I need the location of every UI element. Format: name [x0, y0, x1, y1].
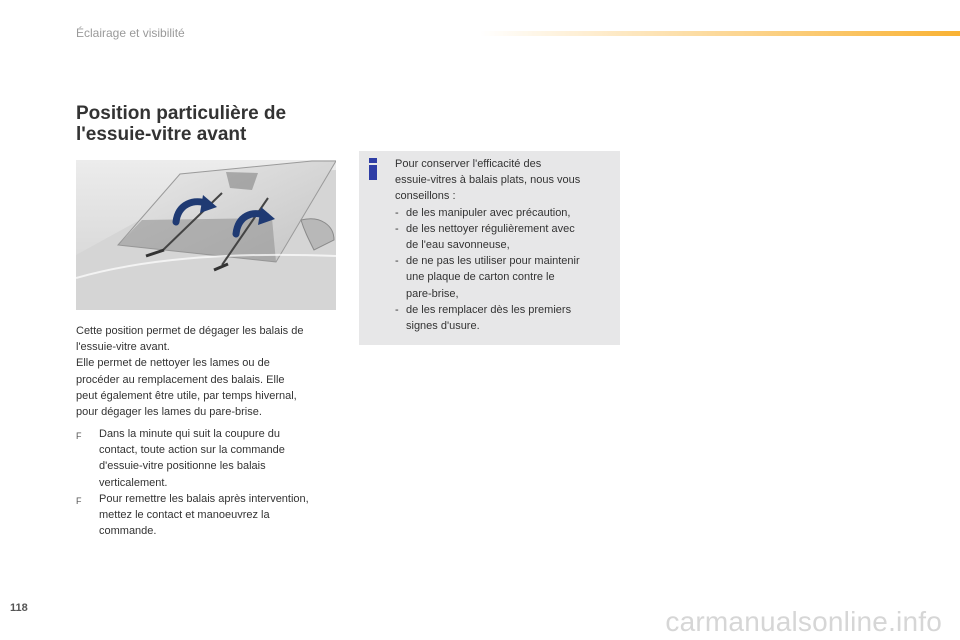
info-line: de les nettoyer régulièrement avec [406, 222, 575, 235]
step-line: mettez le contact et manoeuvrez la [99, 509, 270, 522]
intro-line: Elle permet de nettoyer les lames ou de [76, 357, 270, 370]
info-box [359, 151, 620, 345]
page-title-line-2: l'essuie-vitre avant [76, 124, 247, 145]
info-line: pare-brise, [406, 287, 459, 300]
dash-bullet: - [395, 255, 399, 268]
dash-bullet: - [395, 222, 399, 235]
info-line: de l'eau savonneuse, [406, 239, 510, 252]
step-line: verticalement. [99, 476, 168, 489]
page-title-line-1: Position particulière de [76, 103, 287, 124]
info-line: de ne pas les utiliser pour maintenir [406, 255, 580, 268]
step-line: Dans la minute qui suit la coupure du [99, 428, 280, 440]
step-line: Pour remettre les balais après intervention, [99, 492, 309, 505]
info-list-item [395, 221, 614, 253]
info-line: Pour conserver l'efficacité des [395, 158, 542, 170]
info-line: de les remplacer dès les premiers [406, 303, 572, 316]
instruction-step [76, 426, 346, 491]
step-line: d'essuie-vitre positionne les balais [99, 460, 266, 473]
intro-line: peut également être utile, par temps hivernal, [76, 389, 297, 402]
info-list-item [395, 302, 614, 334]
info-line: signes d'usure. [406, 320, 480, 333]
page-title [76, 103, 286, 145]
intro-paragraph-2 [76, 355, 346, 420]
header-accent-bar [480, 31, 960, 36]
instruction-steps [76, 426, 346, 539]
info-line: de les manipuler avec précaution, [406, 206, 571, 219]
info-line: essuie-vitres à balais plats, nous vous [395, 174, 581, 187]
dash-bullet: - [395, 206, 399, 219]
dash-bullet: - [395, 303, 399, 316]
step-line: contact, toute action sur la commande [99, 444, 285, 457]
info-list-item [395, 253, 614, 302]
info-icon [368, 158, 378, 180]
step-bullet-icon: F [76, 495, 82, 506]
intro-line: pour dégager les lames du pare-brise. [76, 406, 262, 419]
info-list [395, 205, 614, 335]
section-header: Éclairage et visibilité [76, 26, 185, 40]
intro-line: l'essuie-vitre avant. [76, 341, 170, 354]
info-intro [395, 156, 614, 205]
info-line: une plaque de carton contre le [406, 271, 555, 284]
info-list-item [395, 205, 614, 221]
windscreen-wiper-illustration [76, 160, 336, 310]
step-line: commande. [99, 525, 157, 538]
instruction-step [76, 491, 346, 540]
step-bullet-icon: F [76, 431, 82, 441]
intro-line: Cette position permet de dégager les balais de [76, 325, 304, 337]
page-number: 118 [10, 602, 28, 614]
intro-line: procéder au remplacement des balais. Elle [76, 373, 285, 386]
info-line: conseillons : [395, 190, 456, 203]
watermark: carmanualsonline.info [665, 606, 942, 637]
intro-paragraph-1 [76, 323, 346, 355]
intro-text [76, 323, 346, 420]
